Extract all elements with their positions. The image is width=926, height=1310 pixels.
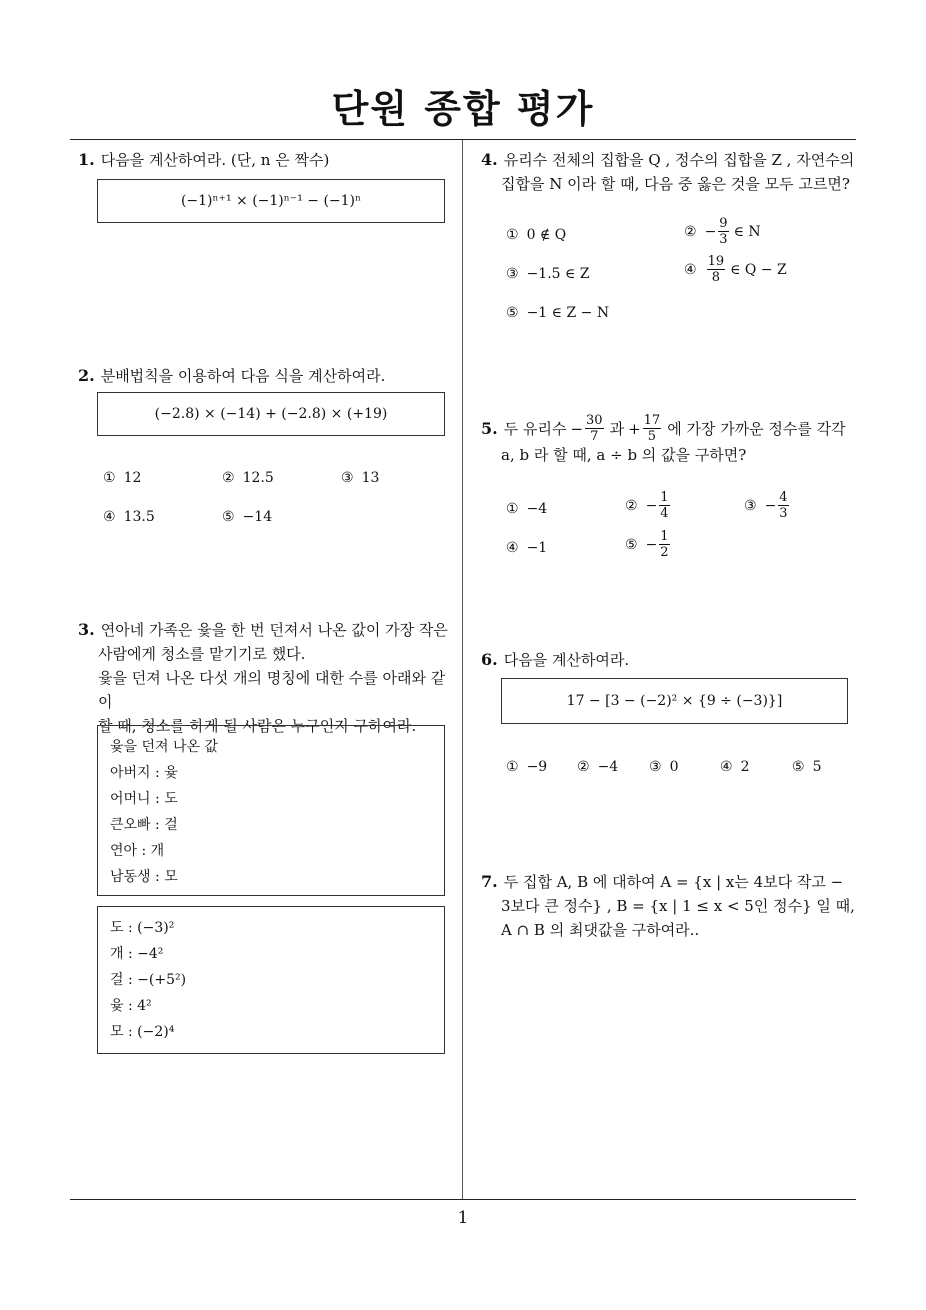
page-title: 단원 종합 평가 — [331, 87, 595, 131]
choice[interactable]: ② − $\frac{1}{4}$ — [625, 490, 669, 521]
top-rule — [70, 139, 856, 140]
question-text: 다음을 계산하여라. (단, n 은 짝수) — [100, 151, 330, 169]
question-number: 6. — [481, 650, 498, 669]
question-7: 7. 두 집합 A, B 에 대하여 A = {x | x는 4보다 작고 − 3보다 큰 정수} , B = {x | 1 ≤ x < 5인 정수} 일 때, A ∩ B 의 최댓값을 구하여라.. — [481, 872, 855, 939]
choice[interactable]: ⑤ − $\frac{1}{2}$ — [625, 529, 669, 560]
yut-result-box: 윷을 던져 나온 값 아버지 : 윷 어머니 : 도 큰오빠 : 걸 연아 : 개 남동생 : 모 — [97, 725, 445, 896]
choice[interactable]: ④ $\frac{19}{8}$ ∈ Q − Z — [684, 254, 787, 285]
yut-value-box: 도 : (−3)² 개 : −4² 걸 : −(+5²) 윷 : 4² 모 : (−2)⁴ — [97, 906, 445, 1054]
choice[interactable]: ② 12.5 — [222, 470, 274, 486]
choice[interactable]: ⑤ −1 ∈ Z − N — [506, 305, 610, 321]
choice[interactable]: ① 0 ∉ Q — [506, 227, 567, 243]
question-5: 5. 두 유리수 − $\frac{30}{7}$ 과 + $\frac{17}{5}$ 에 가장 가까운 정수를 각각 a, b 라 할 때, a ÷ b 의 값을 구하면? — [481, 413, 846, 464]
choice[interactable]: ② −4 — [577, 759, 619, 775]
question-number: 1. — [78, 150, 95, 169]
question-number: 2. — [78, 366, 95, 385]
question-number: 7. — [481, 872, 498, 891]
question-3: 3. 연아네 가족은 윷을 한 번 던져서 나온 값이 가장 작은 사람에게 청소를 맡기기로 했다. 윷을 던져 나온 다섯 개의 명칭에 대한 수를 아래와 같이 할 때, 청소를 하게 될 사람은 누구인지 구하여라. — [78, 620, 448, 735]
choice[interactable]: ① 12 — [103, 470, 142, 486]
choice[interactable]: ④ 2 — [720, 759, 750, 775]
column-divider — [462, 140, 463, 1200]
page-number: 1 — [457, 1208, 469, 1228]
choice[interactable]: ① −9 — [506, 759, 548, 775]
bottom-rule — [70, 1199, 856, 1200]
choice[interactable]: ③ −1.5 ∈ Z — [506, 266, 590, 282]
choice[interactable]: ④ −1 — [506, 540, 548, 556]
question-number: 4. — [481, 150, 498, 169]
choice[interactable]: ① −4 — [506, 501, 548, 517]
choice[interactable]: ③ − $\frac{4}{3}$ — [744, 490, 788, 521]
question-number: 5. — [481, 418, 498, 438]
question-6: 6. 다음을 계산하여라. — [481, 650, 630, 669]
question-1 — [78, 148, 329, 172]
expression-box: 17 − [3 − (−2)² × {9 ÷ (−3)}] — [501, 678, 848, 724]
choice[interactable]: ⑤ −14 — [222, 509, 273, 525]
question-4: 4. 유리수 전체의 집합을 Q , 정수의 집합을 Z , 자연수의 집합을 N 이라 할 때, 다음 중 옳은 것을 모두 고르면? — [481, 150, 855, 193]
choice[interactable]: ⑤ 5 — [792, 759, 822, 775]
choice[interactable]: ③ 0 — [649, 759, 679, 775]
expression-box: (−2.8) × (−14) + (−2.8) × (+19) — [97, 392, 445, 436]
expression-box: (−1)ⁿ⁺¹ × (−1)ⁿ⁻¹ − (−1)ⁿ — [97, 179, 445, 223]
question-text: 분배법칙을 이용하여 다음 식을 계산하여라. — [100, 367, 386, 385]
choice[interactable]: ③ 13 — [341, 470, 380, 486]
choice[interactable]: ② − $\frac{9}{3}$ ∈ N — [684, 216, 761, 247]
choice[interactable]: ④ 13.5 — [103, 509, 155, 525]
question-number: 3. — [78, 620, 95, 639]
question-2 — [78, 364, 385, 388]
